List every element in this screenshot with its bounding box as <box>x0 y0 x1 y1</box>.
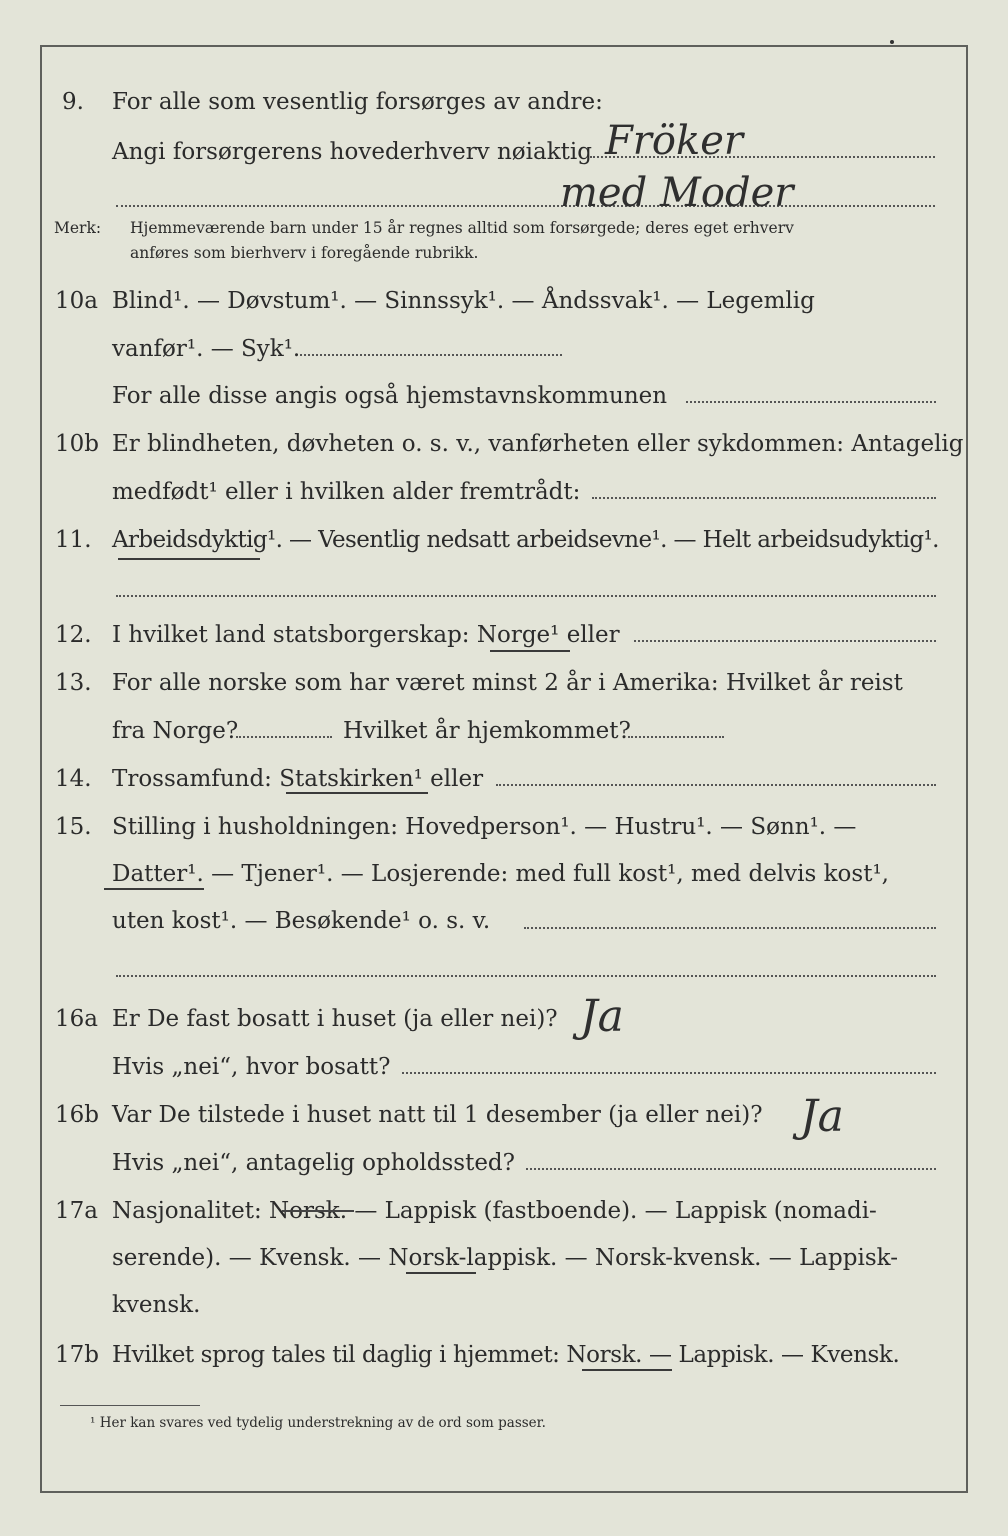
q11-underline-arbeidsdyktig <box>118 558 260 560</box>
q13-line2a: fra Norge? <box>112 718 239 744</box>
footnote-text: ¹ Her kan svares ved tydelig understrekning av de ord som passer. <box>90 1415 546 1431</box>
q17b-line1: Hvilket sprog tales til daglig i hjemmet: Norsk. — Lappisk. — Kvensk. <box>112 1342 900 1368</box>
q10b-line1: Er blindheten, døvheten o. s. v., vanførheten eller sykdommen: Antagelig <box>112 431 964 457</box>
q10a-line3: For alle disse angis også hjemstavnskommunen <box>112 383 668 409</box>
merk-label: Merk: <box>54 219 102 237</box>
q13-line2b: Hvilket år hjemkommet? <box>343 718 631 744</box>
q13-line1: For alle norske som har været minst 2 år i Amerika: Hvilket år reist <box>112 670 903 696</box>
q17a-line2: serende). — Kvensk. — Norsk-lappisk. — Norsk-kvensk. — Lappisk- <box>112 1245 898 1271</box>
q10b-line2: medfødt¹ eller i hvilken alder fremtrådt: <box>112 479 581 505</box>
q9-line1: For alle som vesentlig forsørges av andre: <box>112 89 603 115</box>
q10b-answer-line <box>592 497 936 499</box>
q15-line1: Stilling i husholdningen: Hovedperson¹. — Hustru¹. — Sønn¹. — <box>112 814 857 840</box>
q9-answer-line-2 <box>116 205 935 207</box>
q16b-answer-line <box>526 1168 936 1170</box>
ink-speck <box>890 40 894 44</box>
q10a-line1: Blind¹. — Døvstum¹. — Sinnssyk¹. — Åndssvak¹. — Legemlig <box>112 288 815 314</box>
footnote-rule <box>60 1405 200 1406</box>
q15-line2: Datter¹. — Tjener¹. — Losjerende: med full kost¹, med delvis kost¹, <box>112 861 889 887</box>
q14-underline-statskirken <box>286 792 428 794</box>
q11-line1: Arbeidsdyktig¹. — Vesentlig nedsatt arbeidsevne¹. — Helt arbeidsudyktig¹. <box>112 527 939 553</box>
q16a-line1: Er De fast bosatt i huset (ja eller nei)? <box>112 1006 558 1032</box>
q10a-answer-line <box>300 354 562 356</box>
q13-year-returned-line <box>628 736 724 738</box>
q16b-line2: Hvis „nei“, antagelig opholdssted? <box>112 1150 515 1176</box>
q9-number: 9. <box>62 89 84 115</box>
q13-year-left-line <box>236 736 332 738</box>
q15-answer-line-2 <box>116 975 936 977</box>
merk-line2: anføres som bierhverv i foregående rubrikk. <box>130 244 479 262</box>
q16a-answer-line <box>402 1072 936 1074</box>
q12-number: 12. <box>55 622 92 648</box>
q16a-line2: Hvis „nei“, hvor bosatt? <box>112 1054 391 1080</box>
q9-line2: Angi forsørgerens hovederhverv nøiaktig <box>112 139 592 165</box>
q14-number: 14. <box>55 766 92 792</box>
q11-answer-line <box>116 595 936 597</box>
q16a-handwritten-answer: Ja <box>580 991 624 1042</box>
q17a-line1: Nasjonalitet: Norsk. — Lappisk (fastboende). — Lappisk (nomadi- <box>112 1198 877 1224</box>
q10a-line2: vanfør¹. — Syk¹. <box>112 336 301 362</box>
q17a-line3: kvensk. <box>112 1292 201 1318</box>
q12-line1: I hvilket land statsborgerskap: Norge¹ eller <box>112 622 620 648</box>
q10b-number: 10b <box>55 431 99 457</box>
q9-handwritten-answer-2: med Moder <box>560 170 794 216</box>
q15-line3: uten kost¹. — Besøkende¹ o. s. v. <box>112 908 491 934</box>
q12-answer-line <box>634 640 936 642</box>
merk-line1: Hjemmeværende barn under 15 år regnes alltid som forsørgede; deres eget erhverv <box>130 219 794 237</box>
q10a-number: 10a <box>55 288 98 314</box>
q17a-underline-norsk-lappisk <box>406 1272 476 1274</box>
q17a-strike-norsk <box>282 1210 354 1212</box>
q13-number: 13. <box>55 670 92 696</box>
q17b-number: 17b <box>55 1342 99 1368</box>
q17b-underline-norsk <box>582 1369 672 1371</box>
q14-answer-line <box>496 784 936 786</box>
q12-underline-norge <box>490 650 570 652</box>
q15-number: 15. <box>55 814 92 840</box>
q9-handwritten-answer: Fröker <box>605 118 743 164</box>
q10a-hometown-line <box>686 401 936 403</box>
q16b-handwritten-answer: Ja <box>800 1091 844 1142</box>
q17a-number: 17a <box>55 1198 98 1224</box>
q15-answer-line <box>524 927 936 929</box>
q16b-line1: Var De tilstede i huset natt til 1 desember (ja eller nei)? <box>112 1102 763 1128</box>
q11-number: 11. <box>55 527 92 553</box>
q16a-number: 16a <box>55 1006 98 1032</box>
q16b-number: 16b <box>55 1102 99 1128</box>
q14-line1: Trossamfund: Statskirken¹ eller <box>112 766 484 792</box>
q15-underline-datter <box>104 888 204 890</box>
